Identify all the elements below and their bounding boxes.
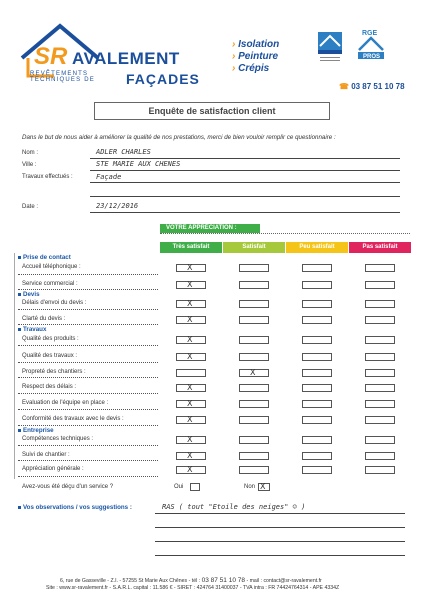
nom-label: Nom : — [22, 150, 39, 156]
non-label: Non — [244, 484, 256, 490]
rge-badge — [356, 28, 386, 68]
header-phone: ☎ 03 87 51 10 78 — [339, 82, 405, 91]
rating-checkbox[interactable] — [239, 416, 269, 424]
rating-checkbox[interactable] — [239, 400, 269, 408]
obs-line — [155, 555, 405, 556]
rating-checkbox[interactable] — [365, 436, 395, 444]
rating-checkbox[interactable] — [302, 336, 332, 344]
date-label: Date : — [22, 204, 39, 210]
rating-checkbox[interactable] — [302, 281, 332, 289]
check-mark: X — [187, 280, 193, 289]
rating-checkbox[interactable] — [365, 466, 395, 474]
ville-value: STE MARIE AUX CHENES — [96, 160, 181, 168]
row-separator — [18, 324, 158, 325]
nom-underline — [90, 158, 400, 159]
footer-legal: Site : www.sr-ravalement.fr - S.A.R.L. capital : 11.586 € - SIRET : 424764 31400037 - TVA intra : FR 74424764314 - APE 4334Z — [46, 585, 340, 591]
row-separator — [18, 445, 158, 446]
rating-checkbox[interactable] — [302, 416, 332, 424]
question-label: Qualité des produits : — [22, 336, 79, 342]
travaux-underline — [90, 182, 400, 183]
rating-checkbox[interactable] — [302, 400, 332, 408]
check-mark: X — [187, 465, 193, 474]
check-mark: X — [187, 315, 193, 324]
svg-text:PROS: PROS — [363, 54, 381, 60]
nom-value: ADLER CHARLES — [96, 148, 151, 156]
service-item: › Isolation — [232, 39, 280, 50]
obs-line — [155, 541, 405, 542]
logo-subtitle-right: FAÇADES — [126, 71, 200, 87]
rating-checkbox[interactable] — [302, 353, 332, 361]
row-separator — [18, 476, 158, 477]
form-intro: Dans le but de nous aider à améliorer la qualité de nos prestations, merci de bien vouloir remplir ce questionnaire : — [22, 134, 336, 141]
ville-underline — [90, 170, 400, 171]
service-item: › Crépis — [232, 63, 270, 74]
check-mark: X — [187, 451, 193, 460]
rating-checkbox[interactable] — [365, 281, 395, 289]
question-label: Accueil téléphonique : — [22, 264, 81, 270]
footer-phone: 03 87 51 10 78 — [201, 577, 245, 584]
check-mark: X — [187, 383, 193, 392]
rating-checkbox[interactable] — [365, 416, 395, 424]
question-label: Evaluation de l'équipe en place : — [22, 400, 109, 406]
rating-checkbox[interactable] — [365, 353, 395, 361]
check-mark: X — [187, 415, 193, 424]
col-peu-satisfait: Peu satisfait — [286, 242, 348, 253]
question-label: Compétences techniques : — [22, 436, 94, 442]
row-separator — [18, 393, 158, 394]
question-label: Qualité des travaux : — [22, 353, 78, 359]
logo-ravalement: AVALEMENT — [72, 49, 180, 68]
oui-checkbox[interactable] — [190, 483, 200, 491]
observations-value: RAS ( tout "Etoile des neiges" ☺ ) — [162, 503, 306, 511]
rating-checkbox[interactable] — [239, 384, 269, 392]
appreciation-rule — [160, 233, 410, 234]
question-label: Délais d'envoi du devis : — [22, 300, 87, 306]
rating-checkbox[interactable] — [239, 300, 269, 308]
row-separator — [18, 425, 158, 426]
section-entreprise: Entreprise — [18, 427, 54, 434]
observations-label: Vos observations / vos suggestions : — [18, 504, 132, 511]
footer-address: 6, rue de Gasseville - Z.I. - 57255 St Marie Aux Chênes - — [60, 578, 191, 584]
row-separator — [18, 309, 158, 310]
service-item: › Peinture — [232, 51, 279, 62]
date-value: 23/12/2016 — [96, 202, 139, 210]
row-separator — [18, 289, 158, 290]
rating-checkbox[interactable] — [302, 452, 332, 460]
footer-line-1 — [60, 577, 390, 584]
rating-checkbox[interactable] — [302, 369, 332, 377]
row-separator — [18, 377, 158, 378]
rating-checkbox[interactable] — [365, 336, 395, 344]
question-label: Respect des délais : — [22, 384, 77, 390]
obs-line — [155, 513, 405, 514]
question-label: Appréciation générale : — [22, 466, 84, 472]
non-check-mark: X — [260, 482, 266, 491]
rating-checkbox[interactable] — [176, 369, 206, 377]
rating-checkbox[interactable] — [239, 466, 269, 474]
svg-text:RGE: RGE — [362, 30, 378, 37]
rating-checkbox[interactable] — [302, 264, 332, 272]
question-label: Propreté des chantiers : — [22, 369, 86, 375]
question-label: Suivi de chantier : — [22, 452, 70, 458]
oui-label: Oui — [174, 484, 184, 490]
check-mark: X — [187, 352, 193, 361]
footer-phone-label: tél : — [191, 578, 201, 584]
obs-line — [155, 527, 405, 528]
rating-checkbox[interactable] — [239, 353, 269, 361]
rating-checkbox[interactable] — [239, 452, 269, 460]
question-label: Service commercial : — [22, 281, 78, 287]
check-mark: X — [187, 335, 193, 344]
form-title-box: Enquête de satisfaction client — [94, 102, 330, 120]
rating-checkbox[interactable] — [302, 316, 332, 324]
qualibat-icon — [316, 30, 344, 66]
rating-checkbox[interactable] — [365, 300, 395, 308]
col-pas-satisfait: Pas satisfait — [349, 242, 411, 253]
question-label: Clarté du devis : — [22, 316, 66, 322]
travaux-underline-2 — [90, 196, 400, 197]
rating-checkbox[interactable] — [302, 436, 332, 444]
check-mark: X — [187, 263, 193, 272]
section-devis: Devis — [18, 291, 40, 298]
check-mark: X — [187, 435, 193, 444]
check-mark: X — [187, 299, 193, 308]
rge-pros-icon — [356, 28, 386, 68]
deception-question: Avez-vous été déçu d'un service ? — [22, 484, 114, 490]
footer-mail: - mail : contact@sr-ravalement.fr — [246, 578, 322, 584]
qualibat-badge — [316, 30, 344, 66]
rating-checkbox[interactable] — [302, 300, 332, 308]
date-underline — [90, 212, 400, 213]
check-mark: X — [187, 399, 193, 408]
rating-checkbox[interactable] — [302, 466, 332, 474]
question-label: Conformité des travaux avec le devis : — [22, 416, 124, 422]
travaux-value: Façade — [96, 173, 122, 181]
rating-checkbox[interactable] — [365, 316, 395, 324]
rating-checkbox[interactable] — [365, 264, 395, 272]
row-separator — [18, 362, 158, 363]
services-list — [232, 39, 322, 75]
row-separator — [18, 274, 158, 275]
rating-checkbox[interactable] — [239, 436, 269, 444]
rating-checkbox[interactable] — [365, 400, 395, 408]
ville-label: Ville : — [22, 162, 37, 168]
rating-checkbox[interactable] — [365, 452, 395, 460]
rating-checkbox[interactable] — [239, 281, 269, 289]
rating-checkbox[interactable] — [239, 316, 269, 324]
row-separator — [18, 345, 158, 346]
col-tres-satisfait: Très satisfait — [160, 242, 222, 253]
col-satisfait: Satisfait — [223, 242, 285, 253]
rating-checkbox[interactable] — [365, 369, 395, 377]
logo-subtitle-left: REVÊTEMENTS TECHNIQUES DE — [30, 71, 95, 83]
company-logo — [14, 18, 219, 90]
logo-sr: SR — [34, 43, 68, 70]
appreciation-banner: VOTRE APPRÉCIATION : — [160, 224, 260, 233]
rating-checkbox[interactable] — [302, 384, 332, 392]
rating-checkbox[interactable] — [239, 264, 269, 272]
section-travaux: Travaux — [18, 326, 46, 333]
section-prise-de-contact: Prise de contact — [18, 254, 71, 261]
check-mark: X — [250, 368, 256, 377]
row-separator — [18, 409, 158, 410]
rating-checkbox[interactable] — [365, 384, 395, 392]
row-separator — [18, 460, 158, 461]
travaux-label: Travaux effectués : — [22, 174, 73, 180]
rating-checkbox[interactable] — [239, 336, 269, 344]
